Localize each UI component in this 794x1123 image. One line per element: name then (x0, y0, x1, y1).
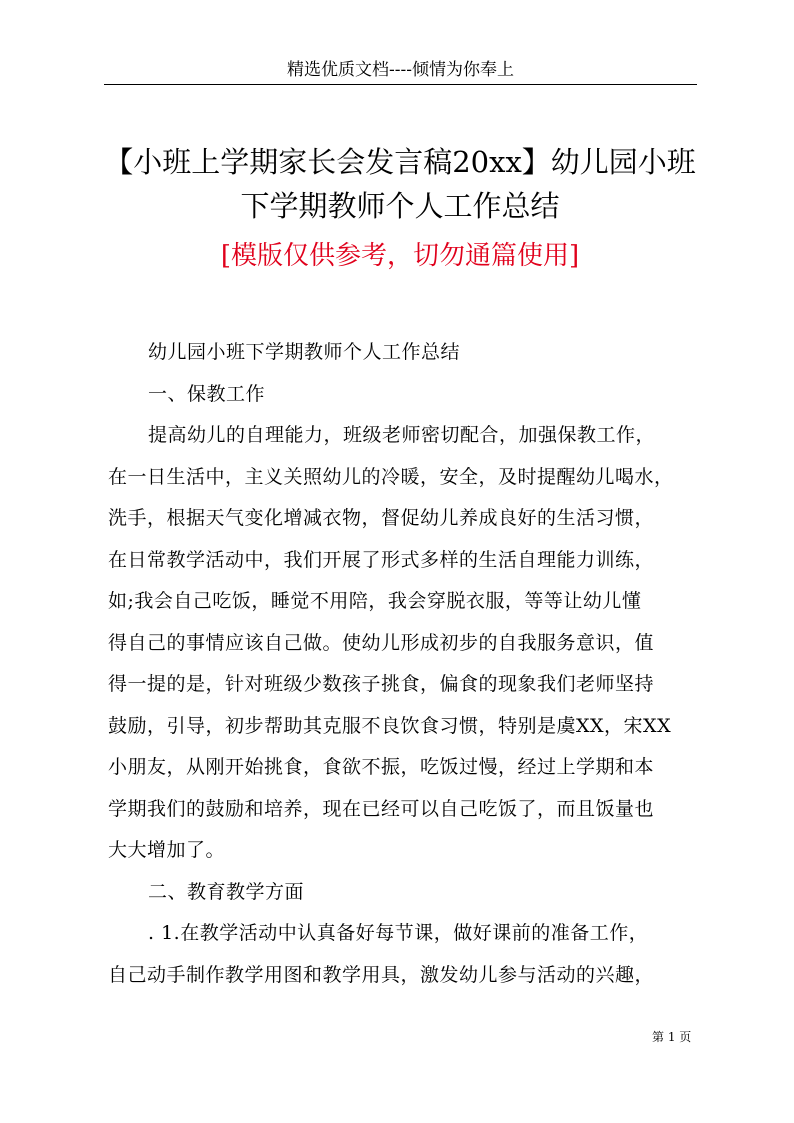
page-header: 精选优质文档----倾情为你奉上 (287, 60, 514, 80)
paragraph-line: 得一提的是，针对班级少数孩子挑食，偏食的现象我们老师坚持 (108, 673, 655, 695)
header-divider (104, 84, 697, 85)
paragraph-line: 学期我们的鼓励和培养，现在已经可以自己吃饭了，而且饭量也 (108, 797, 655, 820)
paragraph-line: 得自己的事情应该自己做。使幼儿形成初步的自我服务意识，值 (108, 631, 655, 654)
body-heading: 幼儿园小班下学期教师个人工作总结 (148, 341, 461, 363)
paragraph-line: 洗手，根据天气变化增减衣物，督促幼儿养成良好的生活习惯， (108, 507, 655, 529)
document-title (80, 140, 720, 228)
paragraph-line: 大大增加了。 (108, 839, 226, 861)
title-line-1: 【小班上学期家长会发言稿20xx】幼儿园小班 (104, 145, 696, 179)
paragraph-line: 在日常教学活动中，我们开展了形式多样的生活自理能力训练， (108, 548, 655, 571)
paragraph-line: 自己动手制作教学用图和教学用具，激发幼儿参与活动的兴趣， (108, 963, 655, 986)
paragraph-line: 鼓励，引导，初步帮助其克服不良饮食习惯，特别是虞XX，宋XX (108, 714, 672, 737)
document-body (108, 332, 702, 996)
paragraph-line: 提高幼儿的自理能力，班级老师密切配合，加强保教工作， (148, 424, 656, 446)
template-notice: [模版仅供参考，切勿通篇使用] (220, 241, 580, 271)
section-heading-1: 一、保教工作 (148, 382, 266, 405)
paragraph-line: 小朋友，从刚开始挑食，食欲不振，吃饭过慢，经过上学期和本 (108, 756, 655, 778)
paragraph-line: . 1.在教学活动中认真备好每节课，做好课前的准备工作， (148, 922, 649, 944)
page-number: 第 1 页 (652, 1030, 692, 1044)
section-heading-2: 二、教育教学方面 (148, 880, 305, 903)
title-line-2: 下学期教师个人工作总结 (240, 189, 560, 223)
paragraph-line: 如;我会自己吃饭，睡觉不用陪，我会穿脱衣服，等等让幼儿懂 (108, 590, 642, 612)
paragraph-line: 在一日生活中，主义关照幼儿的冷暖，安全，及时提醒幼儿喝水， (108, 465, 674, 488)
